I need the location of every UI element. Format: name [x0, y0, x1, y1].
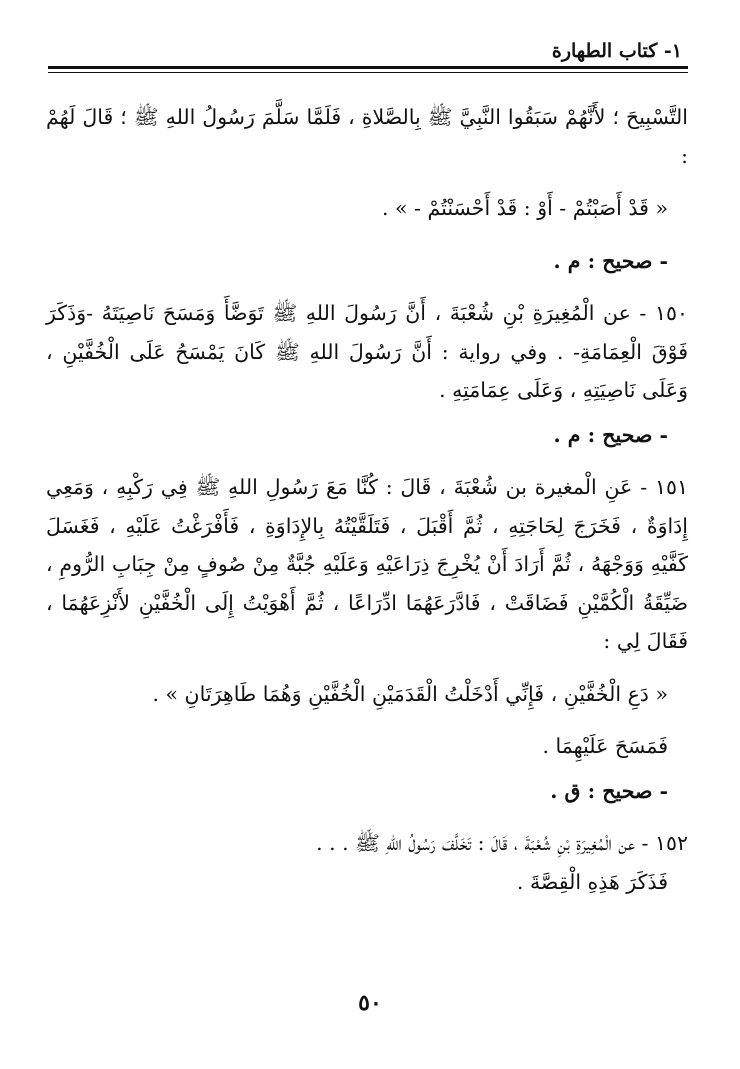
- narration-continuation: فَمَسَحَ عَلَيْهِمَا .: [542, 734, 668, 758]
- grading-note: - صحيح : م .: [553, 248, 668, 273]
- grading-note: - صحيح : م .: [553, 422, 668, 447]
- hadith-152: ١٥٢ - عن الْمُغِيرَةِ بْنِ شُعْبَةَ ، قَالَ : تَخَلَّفَ رَسُولُ اللهِ ﷺ . . .: [316, 831, 688, 855]
- header-rule-thick: [48, 66, 688, 69]
- page-body: [46, 98, 688, 901]
- page-number: ٥٠: [358, 990, 382, 1016]
- prophetic-quote: « دَعِ الْخُفَّيْنِ ، فَإِنِّي أَدْخَلْتُ الْقَدَمَيْنِ الْخُفَّيْنِ وَهُمَا طَاهِرَتَانِ » .: [152, 681, 668, 706]
- continuation-paragraph: التَّسْبِيحَ ؛ لأَنَّهُمْ سَبَقُوا النَّبِيَّ ﷺ بِالصَّلاةِ ، فَلَمَّا سَلَّمَ رَسُولُ اللهِ ﷺ ؛ قَالَ لَهُمْ :: [46, 105, 688, 168]
- hadith-151: ١٥١ - عَنِ الْمغيرة بن شُعْبَةَ ، قَالَ : كُنَّا مَعَ رَسُولِ اللهِ ﷺ فِي رَكْبِهِ ، وَمَعِي إِدَاوَةٌ ، فَخَرَجَ لِحَاجَتِهِ ، ثُمَّ أَقْبَلَ ، فَتَلَقَّيْتُهُ بِالإِدَاوَةِ ، فَأَفْرَغْتُ عَلَيْهِ ، فَغَسَلَ كَفَّيْهِ وَوَجْهَهُ ، ثُمَّ أَرَادَ أَنْ يُخْرِجَ ذِرَاعَيْهِ وَعَلَيْهِ جُبَّةٌ مِنْ صُوفٍ مِنْ جِبَابِ الرُّومِ ، ضَيِّقَةُ الْكُمَّيْنِ فَضَاقَتْ ، فَادَّرَعَهُمَا ادِّرَاعًا ، ثُمَّ أَهْوَيْتُ إِلَى الْخُفَّيْنِ لأَنْزِعَهُمَا ، فَقَالَ لِي :: [46, 475, 688, 653]
- narration-continuation: فَذَكَرَ هَذِهِ الْقِصَّةَ .: [516, 869, 668, 894]
- running-head: ١- كتاب الطهارة: [551, 40, 682, 62]
- prophetic-quote: « قَدْ أَصَبْتُمْ - أَوْ : قَدْ أَحْسَنْتُمْ - » .: [381, 196, 668, 220]
- header-rule-thin: [48, 72, 688, 73]
- grading-note: - صحيح : ق .: [550, 778, 668, 803]
- hadith-150: ١٥٠ - عن الْمُغِيرَةِ بْنِ شُعْبَةَ ، أَنَّ رَسُولَ اللهِ ﷺ تَوَضَّأَ وَمَسَحَ نَاصِيَتَهُ -وَذَكَرَ فَوْقَ الْعِمَامَةِ- . وفي رواية : أَنَّ رَسُولَ اللهِ ﷺ كَانَ يَمْسَحُ عَلَى الْخُفَّيْنِ ، وَعَلَى نَاصِيَتِهِ ، وَعَلَى عِمَامَتِهِ .: [46, 301, 688, 402]
